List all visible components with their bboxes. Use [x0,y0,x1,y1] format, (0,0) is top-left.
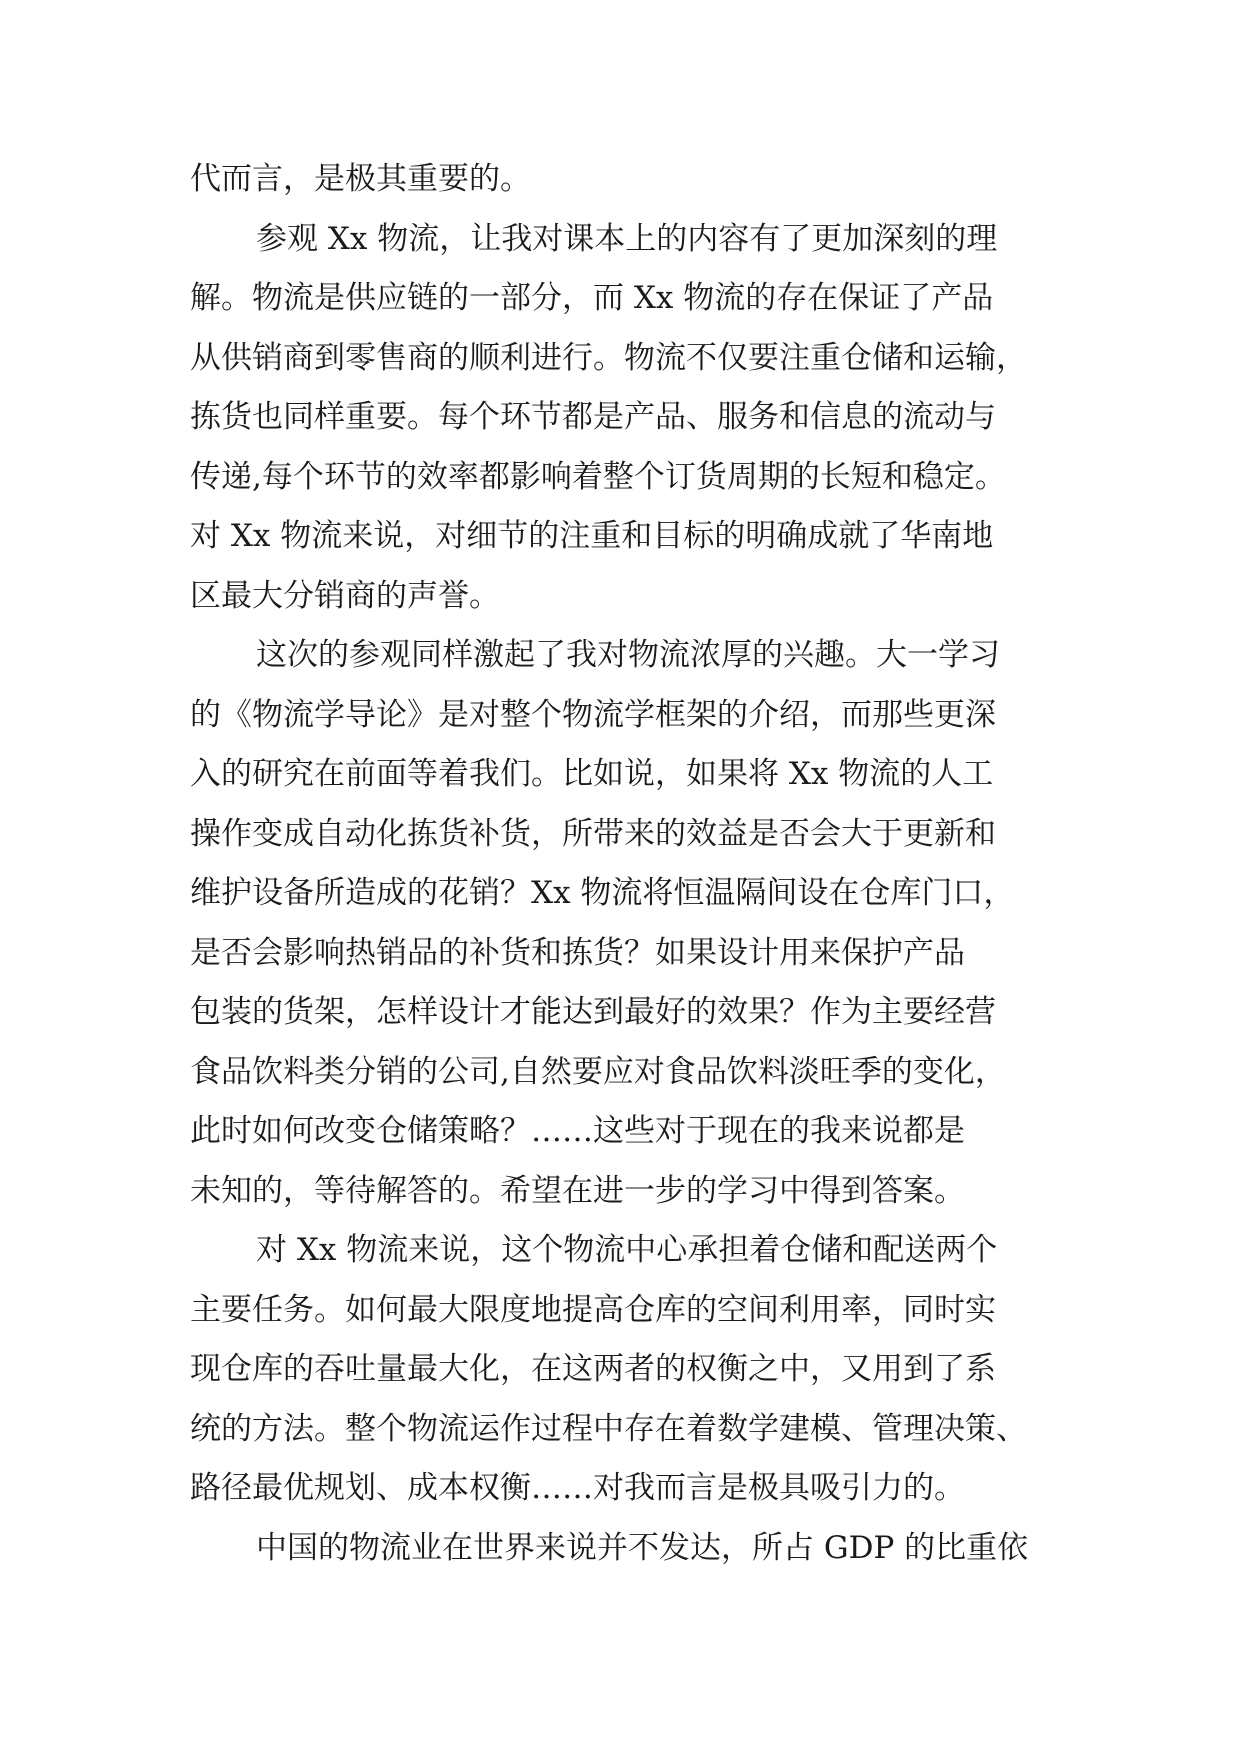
text-line: 维护设备所造成的花销？Xx 物流将恒温隔间设在仓库门口， [190,875,1015,911]
text-line: 路径最优规划、成本权衡……对我而言是极具吸引力的。 [190,1470,965,1506]
text-line: 统的方法。整个物流运作过程中存在着数学建模、管理决策、 [190,1410,1027,1447]
text-line: 区最大分销商的声誉。 [190,577,500,614]
text-line: 入的研究在前面等着我们。比如说，如果将 Xx 物流的人工 [190,756,994,792]
text-line: 食品饮料类分销的公司,自然要应对食品饮料淡旺季的变化， [190,1053,1006,1090]
text-line: 的《物流学导论》是对整个物流学框架的介绍，而那些更深 [190,696,996,733]
text-line: 此时如何改变仓储策略？……这些对于现在的我来说都是 [190,1113,965,1149]
paragraph-first-line: 参观 Xx 物流，让我对课本上的内容有了更加深刻的理 [256,220,998,257]
text-line: 是否会影响热销品的补货和拣货？如果设计用来保护产品 [190,934,965,971]
text-line: 拣货也同样重要。每个环节都是产品、服务和信息的流动与 [190,399,996,435]
text-line: 未知的，等待解答的。希望在进一步的学习中得到答案。 [190,1172,965,1209]
text-line: 主要任务。如何最大限度地提高仓库的空间利用率，同时实 [190,1291,996,1328]
text-line: 现仓库的吞吐量最大化，在这两者的权衡之中，又用到了系 [190,1351,996,1387]
text-line: 操作变成自动化拣货补货，所带来的效益是否会大于更新和 [190,815,996,852]
text-line: 代而言，是极其重要的。 [190,161,531,197]
text-line: 解。物流是供应链的一部分，而 Xx 物流的存在保证了产品 [190,280,994,316]
paragraph-first-line: 对 Xx 物流来说，这个物流中心承担着仓储和配送两个 [256,1232,998,1268]
paragraph-first-line: 这次的参观同样激起了我对物流浓厚的兴趣。大一学习 [256,637,1000,673]
text-line: 传递,每个环节的效率都影响着整个订货周期的长短和稳定。 [190,458,1006,495]
body-text [190,150,1060,1578]
text-line: 包装的货架，怎样设计才能达到最好的效果？作为主要经营 [190,994,996,1030]
paragraph-first-line: 中国的物流业在世界来说并不发达，所占 GDP 的比重依 [256,1529,1029,1566]
text-line: 对 Xx 物流来说，对细节的注重和目标的明确成就了华南地 [190,518,994,554]
text-line: 从供销商到零售商的顺利进行。物流不仅要注重仓储和运输， [190,339,1027,376]
